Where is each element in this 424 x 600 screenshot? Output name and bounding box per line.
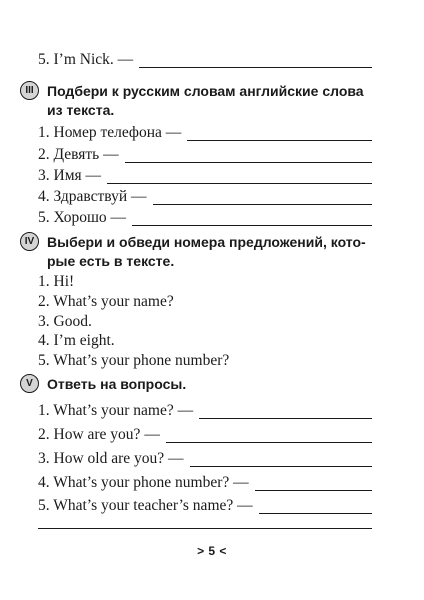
answer-line [38, 209, 372, 227]
answer-blank[interactable] [190, 452, 373, 467]
sentence-option[interactable]: 5. What’s your phone number? [38, 352, 230, 369]
answer-prompt: 3. How old are you? — [38, 450, 184, 467]
page-number: > 5 < [197, 544, 227, 558]
answer-line [38, 497, 372, 515]
answer-line [38, 426, 372, 444]
answer-line [38, 450, 372, 468]
answer-prompt: 4. Здравствуй — [38, 188, 147, 205]
answer-line [38, 124, 372, 142]
section-number-badge: IV [20, 232, 39, 251]
section-5-header [20, 375, 372, 394]
answer-line [38, 146, 372, 164]
section-4-header [20, 233, 372, 271]
answer-blank[interactable] [132, 211, 372, 226]
answer-blank[interactable] [125, 148, 372, 163]
answer-prompt: 2. How are you? — [38, 426, 160, 443]
answer-line [38, 188, 372, 206]
answer-prompt: 3. Имя — [38, 167, 102, 184]
answer-prompt: 5. Хорошо — [38, 209, 127, 226]
answer-line [38, 474, 372, 492]
answer-line [38, 402, 372, 420]
section-title: Ответь на вопросы. [47, 376, 187, 392]
answer-prompt: 2. Девять — [38, 146, 119, 163]
answer-prompt: 5. What’s your teacher’s name? — [38, 497, 253, 514]
answer-line-top [38, 51, 372, 69]
answer-blank[interactable] [166, 428, 372, 443]
answer-blank[interactable] [153, 190, 373, 205]
answer-prompt: 5. I’m Nick. — [38, 51, 134, 68]
section-title: Подбери к русским словам английские слова из текста. [47, 83, 364, 118]
sentence-option[interactable]: 4. I’m eight. [38, 332, 115, 349]
answer-blank[interactable] [255, 476, 372, 491]
sentence-option[interactable]: 1. Hi! [38, 273, 75, 290]
section-3-header [20, 82, 372, 120]
answer-prompt: 4. What’s your phone number? — [38, 474, 249, 491]
answer-blank[interactable] [107, 169, 372, 184]
section-number-badge: III [20, 81, 39, 100]
answer-prompt: 1. What’s your name? — [38, 402, 194, 419]
answer-blank[interactable] [139, 53, 372, 68]
answer-prompt: 1. Номер телефона — [38, 124, 182, 141]
answer-blank[interactable] [259, 499, 372, 514]
section-number-badge: V [20, 374, 39, 393]
section-title: Выбери и обведи номера предложений, кото- рые есть в тексте. [47, 234, 366, 269]
answer-blank[interactable] [199, 404, 372, 419]
answer-line [38, 167, 372, 185]
sentence-option[interactable]: 3. Good. [38, 313, 92, 330]
footer-divider [38, 528, 372, 529]
sentence-option[interactable]: 2. What’s your name? [38, 293, 174, 310]
answer-blank[interactable] [187, 126, 372, 141]
